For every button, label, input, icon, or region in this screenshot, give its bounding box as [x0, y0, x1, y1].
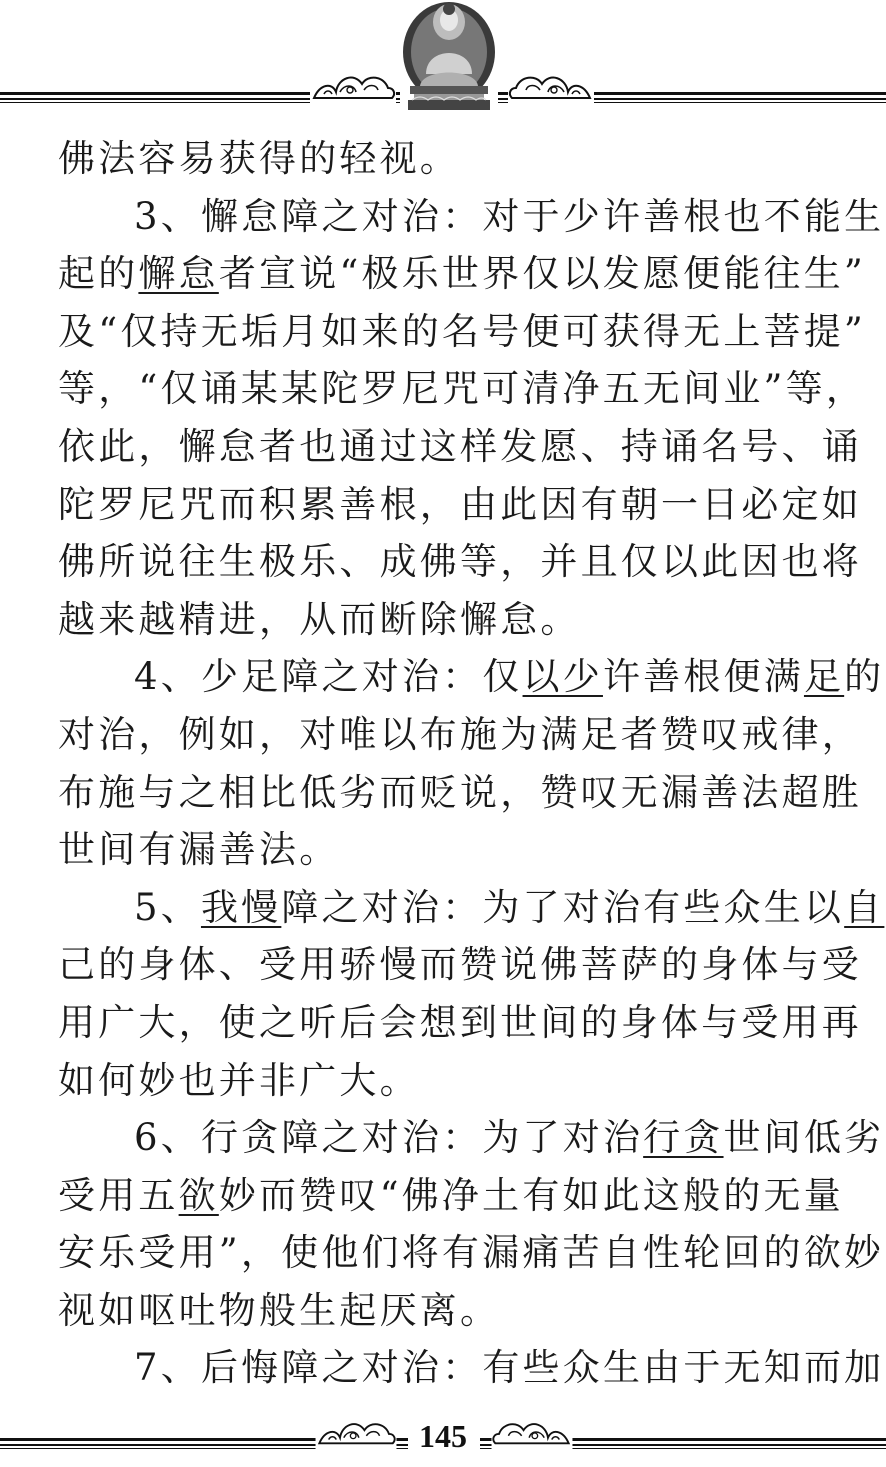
- text-segment: 世间低劣: [723, 1116, 885, 1160]
- text-line: [58, 936, 862, 994]
- text-line: [58, 1282, 848, 1340]
- text-segment: 5、: [134, 885, 201, 929]
- text-line: [58, 1109, 885, 1167]
- page-header-ornament: [0, 0, 886, 118]
- text-segment: 依此，懈怠者也通过这样发愿、持诵名号、诵: [58, 424, 862, 468]
- text-segment: 对治，例如，对唯以布施为满足者赞叹戒律，: [58, 712, 862, 756]
- text-line: [58, 476, 862, 534]
- text-line: [58, 533, 862, 591]
- text-segment: 及“仅持无垢月如来的名号便可获得无上菩提”: [58, 309, 867, 353]
- cloud-ornament-left: [310, 70, 396, 104]
- page-body-text: [58, 130, 885, 1397]
- text-line: [58, 821, 848, 879]
- text-segment: 布施与之相比低劣而贬说，赞叹无漏善法超胜: [58, 770, 862, 814]
- text-segment: 障之对治：为了对治有些众生以: [281, 885, 845, 929]
- text-line: [58, 1167, 848, 1225]
- buddha-figure-icon: [400, 0, 498, 112]
- text-segment: 3、懈怠障之对治：对于少许善根也不能生: [134, 194, 885, 238]
- text-segment: 的: [844, 655, 885, 699]
- text-segment: 妙而赞叹“佛净土有如此这般的无量: [218, 1173, 844, 1217]
- text-segment: 7、后悔障之对治：有些众生由于无知而加: [134, 1346, 885, 1390]
- text-segment: 者宣说“极乐世界仅以发愿便能往生”: [218, 252, 867, 296]
- underlined-term: 足: [803, 655, 845, 699]
- text-line: [58, 764, 862, 822]
- underlined-term: 懈怠: [138, 252, 219, 296]
- text-line: [58, 591, 848, 649]
- text-segment: 许善根便满: [602, 655, 804, 699]
- text-segment: 用广大，使之听后会想到世间的身体与受用再: [58, 1000, 862, 1044]
- underlined-term: 行贪: [643, 1116, 724, 1160]
- text-line: [58, 879, 885, 937]
- text-line: [58, 188, 885, 246]
- text-line: [58, 245, 867, 303]
- text-line: [58, 1052, 848, 1110]
- text-segment: 6、行贪障之对治：为了对治: [134, 1116, 644, 1160]
- text-line: [58, 303, 867, 361]
- text-segment: 如何妙也并非广大。: [58, 1058, 420, 1102]
- text-segment: 等，“仅诵某某陀罗尼咒可清净五无间业”等，: [58, 367, 867, 411]
- text-segment: 受用五: [58, 1173, 179, 1217]
- text-line: [58, 648, 885, 706]
- underlined-term: 自: [844, 885, 885, 929]
- text-line: [58, 994, 862, 1052]
- page-number: 145: [419, 1418, 467, 1454]
- text-segment: 佛所说往生极乐、成佛等，并且仅以此因也将: [58, 540, 862, 584]
- text-segment: 4、少足障之对治：仅: [134, 655, 523, 699]
- text-line: [58, 130, 848, 188]
- text-segment: 佛法容易获得的轻视。: [58, 137, 460, 180]
- text-segment: 安乐受用”，使他们将有漏痛苦自性轮回的欲妙: [58, 1231, 885, 1275]
- text-segment: 起的: [58, 252, 139, 296]
- text-segment: 陀罗尼咒而积累善根，由此因有朝一日必定如: [58, 482, 862, 526]
- text-segment: 世间有漏善法。: [58, 828, 340, 872]
- cloud-ornament-right: [508, 70, 594, 104]
- text-line: [58, 706, 862, 764]
- underlined-term: 欲: [178, 1173, 219, 1217]
- underlined-term: 我慢: [200, 885, 282, 929]
- text-line: [58, 360, 867, 418]
- text-line: [58, 418, 862, 476]
- text-segment: 视如呕吐物般生起厌离。: [58, 1288, 501, 1332]
- text-segment: 越来越精进，从而断除懈怠。: [58, 597, 581, 641]
- underlined-term: 以少: [522, 655, 603, 699]
- text-line: [58, 1339, 885, 1397]
- text-segment: 己的身体、受用骄慢而赞说佛菩萨的身体与受: [58, 943, 862, 987]
- text-line: [58, 1224, 885, 1282]
